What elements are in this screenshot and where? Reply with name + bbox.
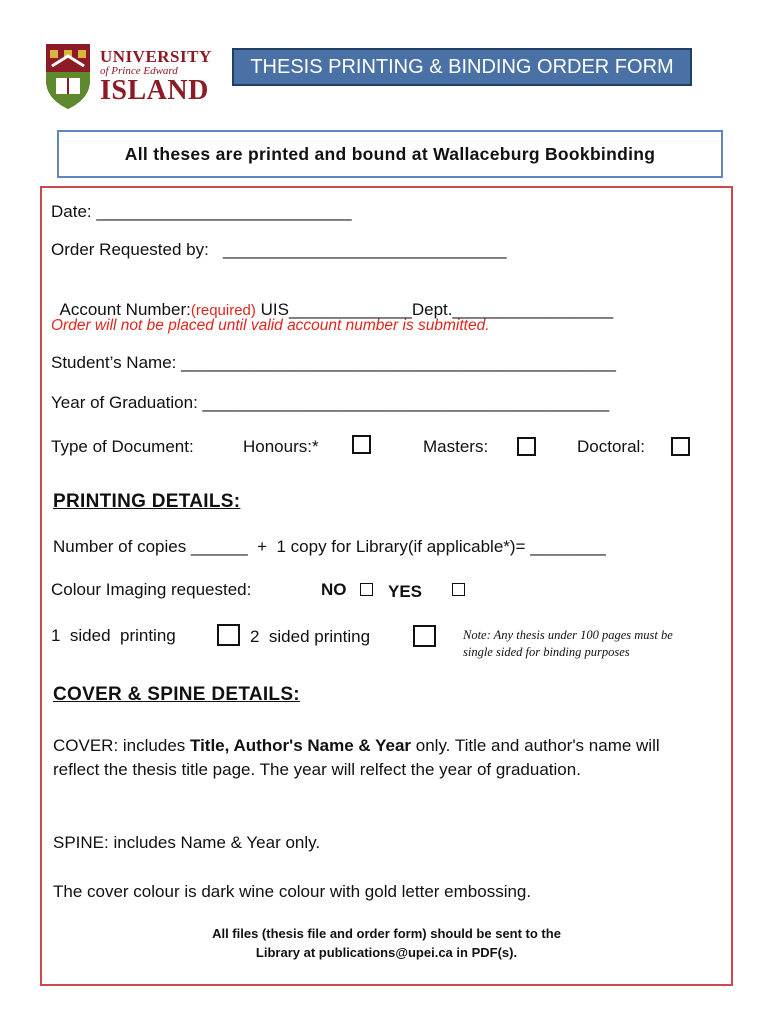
required-marker: (required) [190,302,256,319]
footer-line2: Library at publications@upei.ca in PDF(s). [255,945,518,960]
colour-no-label: NO [321,580,347,599]
masters-label: Masters: [423,437,489,456]
form-title: THESIS PRINTING & BINDING ORDER FORM [232,48,692,86]
one-sided-label: 1 sided printing [51,626,176,645]
masters-checkbox[interactable] [517,437,536,456]
upei-logo [44,42,212,112]
footer-line1: All files (thesis file and order form) should be sent to the [212,926,561,941]
date-field[interactable]: Date: ___________________________ [51,202,352,221]
order-requested-field[interactable]: Order Requested by: ______________________________ [51,240,507,259]
colour-yes-label: YES [388,582,423,601]
cover-colour-description: The cover colour is dark wine colour with gold letter embossing. [53,882,532,901]
printing-details-heading: PRINTING DETAILS: [53,491,241,512]
colour-imaging-label: Colour Imaging requested: [51,580,252,599]
account-uis-dept: UIS_____________Dept._________________ [255,300,614,319]
cover-spine-heading: COVER & SPINE DETAILS: [53,684,300,705]
two-sided-label: 2 sided printing [250,627,371,646]
single-sided-note: Note: Any thesis under 100 pages must be single sided for binding purposes [463,628,673,659]
honours-checkbox[interactable] [352,435,371,454]
doc-type-label: Type of Document: [51,437,194,456]
student-name-field[interactable]: Student’s Name: ______________________________________________ [51,353,617,372]
cover-description [53,734,683,782]
colour-yes-checkbox[interactable] [452,583,465,596]
logo-island: ISLAND [100,75,209,106]
honours-label: Honours:* [243,437,319,456]
crest-icon [44,42,92,110]
logo-university: UNIVERSITY [100,47,212,66]
doctoral-checkbox[interactable] [671,437,690,456]
colour-no-checkbox[interactable] [360,583,373,596]
account-label: Account Number: [59,300,191,319]
logo-of-pei: of Prince Edward [100,65,178,77]
cover-suffix: only. Title and author's name will reflect the thesis title page. The year will relfect the year of graduation. [53,736,660,779]
spine-description: SPINE: includes Name & Year only. [53,833,321,852]
copies-field[interactable]: Number of copies ______ + 1 copy for Library(if applicable*)= ________ [53,537,606,556]
submission-instructions [40,924,733,962]
two-sided-checkbox[interactable] [413,625,436,647]
one-sided-checkbox[interactable] [217,624,240,646]
cover-bold: Title, Author's Name & Year [190,736,412,755]
printer-banner: All theses are printed and bound at Wallaceburg Bookbinding [57,130,723,178]
account-number-field[interactable] [51,280,613,320]
graduation-year-field[interactable]: Year of Graduation: ___________________________________________ [51,393,610,412]
account-warning: Order will not be placed until valid account number is submitted. [51,317,490,334]
doctoral-label: Doctoral: [577,437,646,456]
cover-prefix: COVER: includes [53,736,190,755]
